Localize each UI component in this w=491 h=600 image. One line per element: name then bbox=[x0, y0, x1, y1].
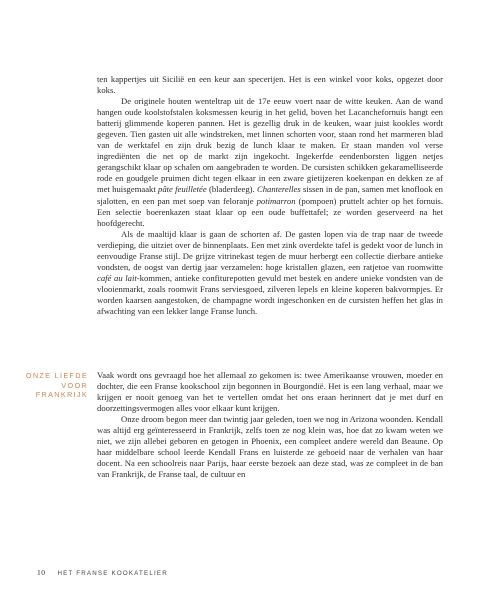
section-heading-line-3: FRANKRIJK bbox=[35, 390, 88, 400]
section-heading-line-1: ONZE LIEFDE bbox=[25, 371, 88, 380]
section-heading bbox=[14, 371, 88, 400]
paragraph: Onze droom begon meer dan twintig jaar geleden, toen we nog in Arizona woonden. Kendall was altijd erg geïnteresseerd in Frankrijk, zelfs toen ze nog klein was, hoe dat zo kwam weten we niet, we zijn allebei geboren en getogen in Phoenix, een compleet andere wereld dan Beaune. Op haar middelbare school leerde Kendall Frans en luisterde ze geboeid naar de verhalen van haar docent. Na een schoolreis naar Parijs, haar eerste bezoek aan deze stad, was ze compleet in de ban van Frankrijk, de Franse taal, de cultuur en bbox=[97, 414, 443, 480]
running-title: HET FRANSE KOOKATELIER bbox=[57, 570, 168, 577]
paragraph: Vaak wordt ons gevraagd hoe het allemaal zo gekomen is: twee Amerikaanse vrouwen, moeder en dochter, die een Franse kookschool zijn begonnen in Bourgondië. Het is een lang verhaal, maar we krijgen er nooit genoeg van het te vertellen omdat het ons eraan herinnert dat je met durf en doorzettingsvermogen alles voor elkaar kunt krijgen. bbox=[97, 370, 443, 414]
italic-term: Chanterelles bbox=[256, 184, 301, 195]
section-heading-line-2: VOOR bbox=[61, 380, 88, 390]
page-number: 10 bbox=[37, 568, 46, 577]
section-one-text bbox=[97, 74, 443, 317]
page-footer bbox=[37, 568, 168, 577]
paragraph: ten kappertjes uit Sicilië en een keur aan specerijen. Het is een winkel voor koks, opgezet door koks. bbox=[97, 74, 443, 96]
italic-term: pâte feuilletée bbox=[158, 184, 207, 195]
italic-term: café au lait bbox=[97, 272, 137, 283]
section-two-text bbox=[97, 370, 443, 480]
italic-term: potimarron bbox=[256, 195, 296, 206]
paragraph: De originele houten wenteltrap uit de 17e eeuw voert naar de witte keuken. Aan de wand hangen oude koolstofstalen koksmessen keurig in het gelid, boven het Lacanchefornuis hangt een batterij glimmende koperen pannen. Het is gezellig druk in de keuken, waar juist kookles wordt gegeven. Tien gasten uit alle windstreken, met linnen schorten voor, staan rond het marmeren blad van de werktafel en zijn druk bezig de lunch klaar te maken. Er staan manden vol verse ingrediënten die net op de markt zijn ingekocht. Ingekerfde eendenborsten liggen netjes gerangschikt klaar op schalen om aangebraden te worden. De cursisten schikken gekaramelliseerde rode en goudgele pruimen dicht tegen elkaar in een zware gietijzeren koekenpan en dekken ze af met huisgemaakt pâte feuilletée (bladerdeeg). Chanterelles sissen in de pan, samen met knoflook en sjalotten, en een pan met soep van feloranje potimarron (pompoen) pruttelt achter op het fornuis. Een selectie boerenkazen staat klaar op een oude buffettafel; ze worden geserveerd na het hoofdgerecht. bbox=[97, 96, 443, 228]
paragraph: Als de maaltijd klaar is gaan de schorten af. De gasten lopen via de trap naar de tweede verdieping, die uitziet over de binnenplaats. Een met zink overdekte tafel is gedekt voor de lunch in eenvoudige Franse stijl. De grijze vitrinekast tegen de muur herbergt een collectie dierbare antieke vondsten, de oogst van dertig jaar verzamelen: hoge kristallen glazen, een ratjetoe van roomwitte café au lait-kommen, antieke confiturepotten gevuld met bestek en andere unieke vondsten van de vlooienmarkt, zoals roomwit Frans serviesgoed, zilveren lepels en kleine koperen bakvormpjes. Er worden kaarsen aangestoken, de champagne wordt ingeschonken en de cursisten heffen het glas in afwachting van een lekker lange Franse lunch. bbox=[97, 228, 443, 316]
